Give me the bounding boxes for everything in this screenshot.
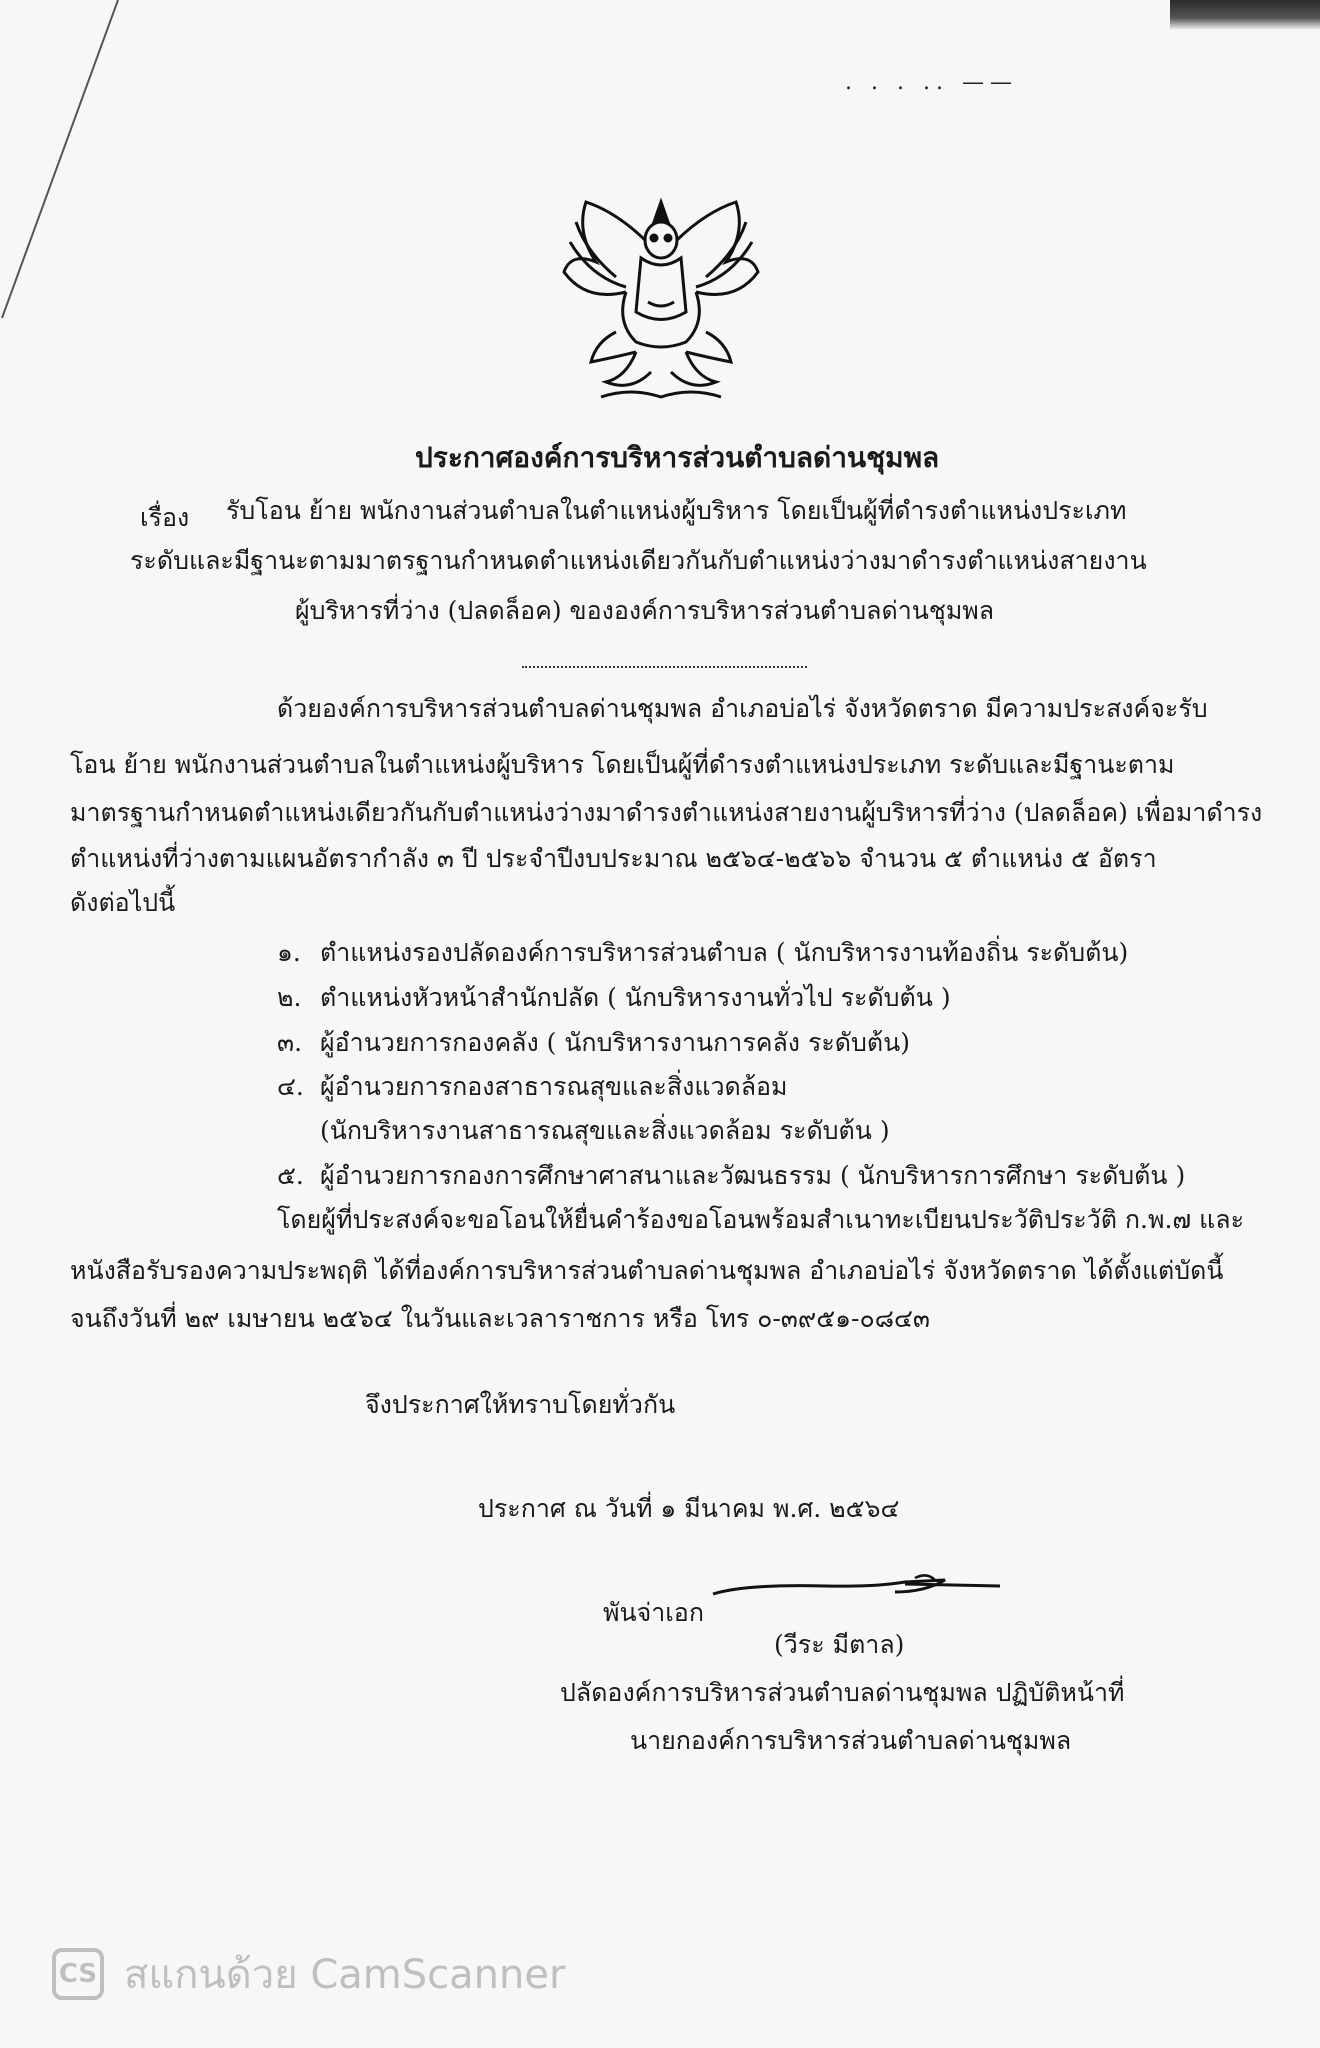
position-item: ผู้อำนวยการกองสาธารณสุขและสิ่งแวดล้อม <box>320 1072 788 1101</box>
apply-line: หนังสือรับรองความประพฤติ ได้ที่องค์การบริหารส่วนตำบลด่านชุมพล อำเภอบ่อไร่ จังหวัดตราด ได้ตั้งแต่บัดนี้ <box>70 1256 1224 1285</box>
paper-edge-line <box>0 0 120 330</box>
position-item: ตำแหน่งรองปลัดองค์การบริหารส่วนตำบล ( นักบริหารงานท้องถิ่น ระดับต้น) <box>320 938 1129 967</box>
subject-line: ผู้บริหารที่ว่าง (ปลดล็อค) ขององค์การบริหารส่วนตำบลด่านชุมพล <box>295 596 995 625</box>
signer-name: (วีระ มีตาล) <box>774 1630 905 1659</box>
top-marks: . . . .. —— <box>845 70 1018 95</box>
closing-text: จึงประกาศให้ทราบโดยทั่วกัน <box>365 1390 676 1419</box>
body-line: ด้วยองค์การบริหารส่วนตำบลด่านชุมพล อำเภอบ่อไร่ จังหวัดตราด มีความประสงค์จะรับ <box>277 694 1208 723</box>
camscanner-watermark <box>52 1944 632 2004</box>
position-item: ผู้อำนวยการกองคลัง ( นักบริหารงานการคลัง ระดับต้น) <box>320 1028 910 1057</box>
document-title: ประกาศองค์การบริหารส่วนตำบลด่านชุมพล <box>415 441 940 474</box>
separator-dots <box>522 666 807 668</box>
signer-title: นายกองค์การบริหารส่วนตำบลด่านชุมพล <box>630 1726 1072 1755</box>
date-line: ประกาศ ณ วันที่ ๑ มีนาคม พ.ศ. ๒๕๖๔ <box>478 1494 900 1523</box>
garuda-emblem-icon <box>556 192 766 412</box>
subject-line: ระดับและมีฐานะตามมาตรฐานกำหนดตำแหน่งเดียวกันกับตำแหน่งว่างมาดำรงตำแหน่งสายงาน <box>130 546 1147 575</box>
position-number: ๑. <box>277 938 301 967</box>
scan-shadow <box>1170 0 1320 30</box>
position-item: ผู้อำนวยการกองการศึกษาศาสนาและวัฒนธรรม ( นักบริหารการศึกษา ระดับต้น ) <box>320 1161 1186 1190</box>
position-number: ๕. <box>277 1161 304 1190</box>
apply-line: จนถึงวันที่ ๒๙ เมษายน ๒๕๖๔ ในวันและเวลาราชการ หรือ โทร ๐-๓๙๕๑-๐๘๔๓ <box>70 1304 930 1333</box>
signature-mark <box>705 1562 1005 1602</box>
body-line: มาตรฐานกำหนดตำแหน่งเดียวกันกับตำแหน่งว่างมาดำรงตำแหน่งสายงานผู้บริหารที่ว่าง (ปลดล็อค) เพื่อมาดำรง <box>70 798 1263 827</box>
camscanner-text: สแกนด้วย CamScanner <box>124 1952 566 1998</box>
signer-rank: พันจ่าเอก <box>603 1598 704 1627</box>
subject-line: รับโอน ย้าย พนักงานส่วนตำบลในตำแหน่งผู้บริหาร โดยเป็นผู้ที่ดำรงตำแหน่งประเภท <box>226 496 1127 525</box>
body-line: ตำแหน่งที่ว่างตามแผนอัตรากำลัง ๓ ปี ประจำปีงบประมาณ ๒๕๖๔-๒๕๖๖ จำนวน ๕ ตำแหน่ง ๕ อัตรา <box>70 844 1157 873</box>
body-line: ดังต่อไปนี้ <box>70 888 176 917</box>
apply-line: โดยผู้ที่ประสงค์จะขอโอนให้ยื่นคำร้องขอโอนพร้อมสำเนาทะเบียนประวัติประวัติ ก.พ.๗ และ <box>277 1205 1245 1234</box>
position-number: ๒. <box>277 983 302 1012</box>
camscanner-logo-icon: CS <box>52 1948 104 2000</box>
position-item-detail: (นักบริหารงานสาธารณสุขและสิ่งแวดล้อม ระดับต้น ) <box>320 1116 890 1145</box>
signer-title: ปลัดองค์การบริหารส่วนตำบลด่านชุมพล ปฏิบัติหน้าที่ <box>560 1678 1125 1707</box>
position-number: ๓. <box>277 1028 303 1057</box>
subject-label: เรื่อง <box>140 503 190 532</box>
body-line: โอน ย้าย พนักงานส่วนตำบลในตำแหน่งผู้บริหาร โดยเป็นผู้ที่ดำรงตำแหน่งประเภท ระดับและมีฐานะตาม <box>70 750 1175 779</box>
position-item: ตำแหน่งหัวหน้าสำนักปลัด ( นักบริหารงานทั่วไป ระดับต้น ) <box>320 983 951 1012</box>
position-number: ๔. <box>277 1072 304 1101</box>
